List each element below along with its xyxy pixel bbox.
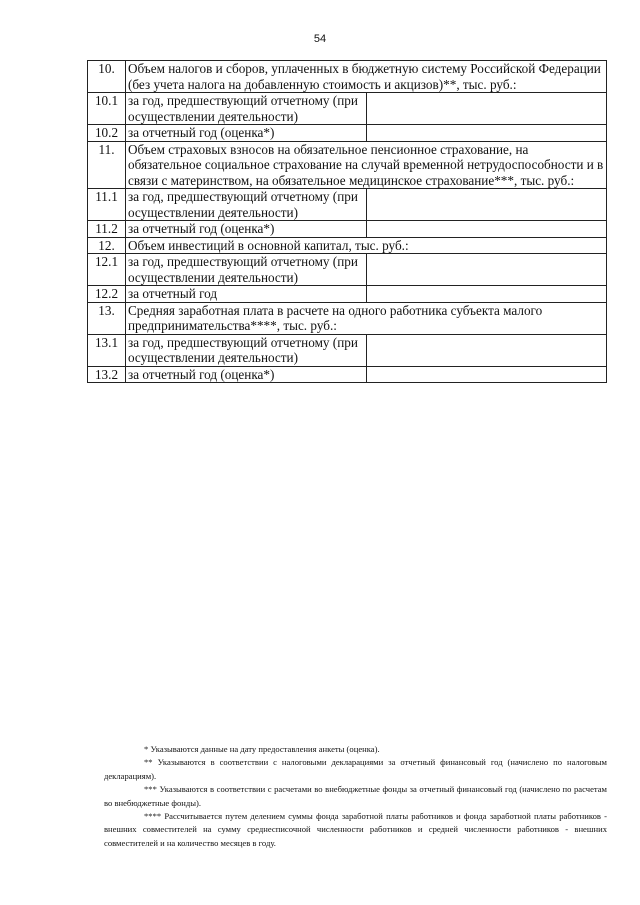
table-row xyxy=(88,334,607,366)
row-number: 11. xyxy=(88,141,126,189)
row-number: 10.2 xyxy=(88,125,126,142)
section-row xyxy=(88,302,607,334)
value-cell[interactable] xyxy=(366,189,607,221)
section-row xyxy=(88,141,607,189)
row-label: за год, предшествующий отчетному (при осуществлении деятельности) xyxy=(126,254,367,286)
section-title: Средняя заработная плата в расчете на одного работника субъекта малого предпринимательства****, тыс. руб.: xyxy=(126,302,607,334)
survey-table-body xyxy=(88,61,607,383)
table-row xyxy=(88,221,607,238)
section-title: Объем страховых взносов на обязательное пенсионное страхование, на обязательное социальное страхование на случай временной нетрудоспособности и в связи с материнством, на обязательное медицинское страхование***, тыс. руб.: xyxy=(126,141,607,189)
row-number: 12.1 xyxy=(88,254,126,286)
row-number: 13.1 xyxy=(88,334,126,366)
row-number: 12. xyxy=(88,237,126,254)
row-number: 12.2 xyxy=(88,286,126,303)
value-cell[interactable] xyxy=(366,221,607,238)
value-cell[interactable] xyxy=(366,125,607,142)
section-row xyxy=(88,61,607,93)
table-row xyxy=(88,286,607,303)
table-row xyxy=(88,254,607,286)
row-number: 13.2 xyxy=(88,366,126,383)
row-label: за год, предшествующий отчетному (при осуществлении деятельности) xyxy=(126,334,367,366)
footnotes xyxy=(104,743,607,850)
section-row xyxy=(88,237,607,254)
row-label: за отчетный год (оценка*) xyxy=(126,366,367,383)
row-label: за год, предшествующий отчетному (при осуществлении деятельности) xyxy=(126,93,367,125)
survey-table xyxy=(87,60,607,383)
row-label: за отчетный год (оценка*) xyxy=(126,125,367,142)
section-title: Объем инвестиций в основной капитал, тыс. руб.: xyxy=(126,237,607,254)
row-number: 11.1 xyxy=(88,189,126,221)
value-cell[interactable] xyxy=(366,334,607,366)
section-title: Объем налогов и сборов, уплаченных в бюджетную систему Российской Федерации (без учета налога на добавленную стоимость и акцизов)**, тыс. руб.: xyxy=(126,61,607,93)
value-cell[interactable] xyxy=(366,254,607,286)
page-number: 54 xyxy=(313,33,327,45)
footnote-tax-declarations: ** Указываются в соответствии с налоговыми декларациями за отчетный финансовый год (начислено по налоговым декларациям). xyxy=(104,757,607,781)
value-cell[interactable] xyxy=(366,286,607,303)
table-row xyxy=(88,366,607,383)
footnote-average-salary: **** Рассчитывается путем делением суммы фонда заработной платы работников и фонда заработной платы работников - внешних совместителей на сумму среднесписочной численности работников и средней численности работников - внешних совместителей и на количество месяцев в году. xyxy=(104,811,607,848)
row-number: 11.2 xyxy=(88,221,126,238)
row-number: 10. xyxy=(88,61,126,93)
table-row xyxy=(88,125,607,142)
value-cell[interactable] xyxy=(366,366,607,383)
table-row xyxy=(88,189,607,221)
row-label: за отчетный год (оценка*) xyxy=(126,221,367,238)
footnote-estimate: * Указываются данные на дату предоставления анкеты (оценка). xyxy=(144,744,380,754)
row-label: за отчетный год xyxy=(126,286,367,303)
row-number: 13. xyxy=(88,302,126,334)
value-cell[interactable] xyxy=(366,93,607,125)
row-label: за год, предшествующий отчетному (при осуществлении деятельности) xyxy=(126,189,367,221)
row-number: 10.1 xyxy=(88,93,126,125)
table-row xyxy=(88,93,607,125)
footnote-extrabudgetary-funds: *** Указываются в соответствии с расчетами во внебюджетные фонды за отчетный финансовый год (начислено по расчетам во внебюджетные фонды). xyxy=(104,784,607,808)
